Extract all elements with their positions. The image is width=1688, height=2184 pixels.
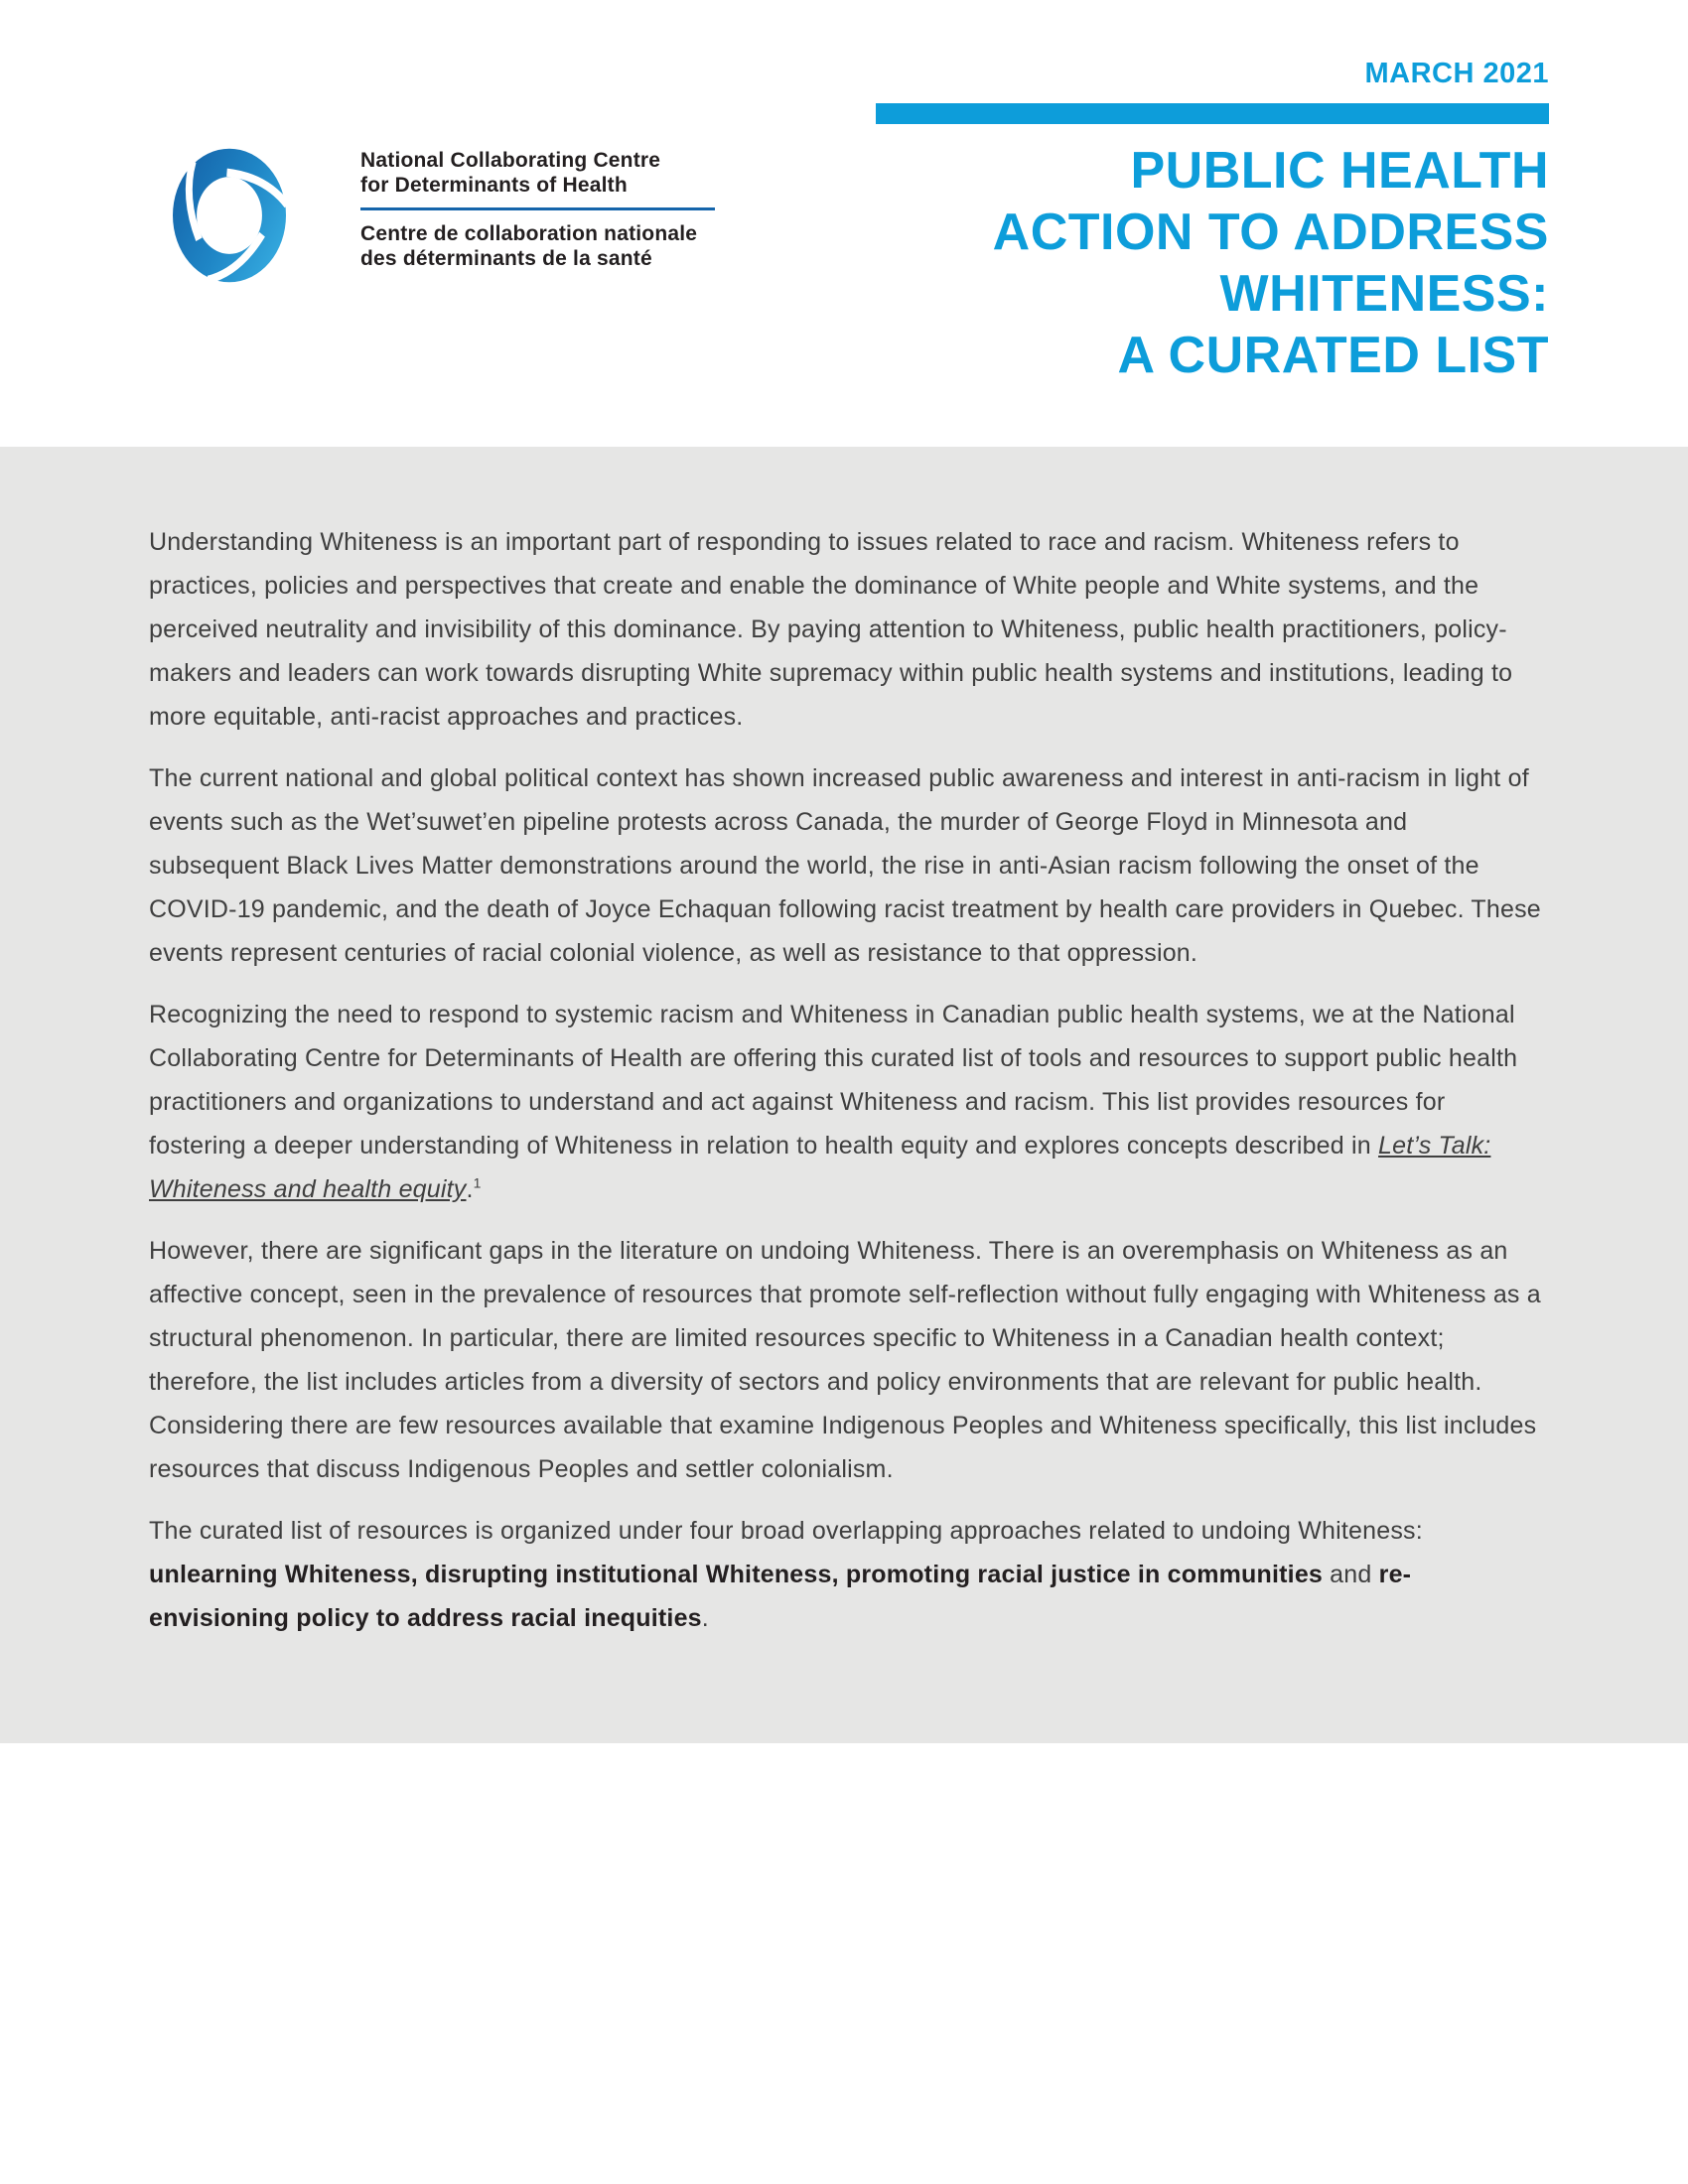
- brand-text: [360, 148, 715, 271]
- text-segment: re-envisioning policy to address racial inequities: [149, 1561, 1412, 1632]
- text-segment: unlearning Whiteness, disrupting institutional Whiteness, promoting racial justice in communities: [149, 1561, 1324, 1588]
- brand-name-en-line2: for Determinants of Health: [360, 174, 628, 197]
- text-segment: However, there are significant gaps in the literature on undoing Whiteness. There is an overemphasis on Whiteness as an affective concept, seen in the prevalence of resources that promote self-reflection without fully engaging with Whiteness as a structural phenomenon. In particular, there are limited resources specific to Whiteness in a Canadian health context; therefore, the list includes articles from a diversity of sectors and policy environments that are relevant for public health. Considering there are few resources available that examine Indigenous Peoples and Whiteness specifically, this list includes resources that discuss Indigenous Peoples and settler colonialism.: [149, 1237, 1541, 1483]
- footnote-marker: 1: [473, 1174, 482, 1191]
- nccdh-swirl-logo-icon: [154, 126, 305, 305]
- text-segment: and: [1323, 1561, 1379, 1588]
- title-line: ACTION TO ADDRESS: [992, 204, 1549, 261]
- title-block: [794, 58, 1549, 386]
- text-segment: Recognizing the need to respond to systemic racism and Whiteness in Canadian public health systems, we at the National Collaborating Centre for Determinants of Health are offering this curated list of tools and resources to support public health practitioners and organizations to understand and act against Whiteness and racism. This list provides resources for fostering a deeper understanding of Whiteness in relation to health equity and explores concepts described in: [149, 1001, 1518, 1160]
- text-segment: The curated list of resources is organized under four broad overlapping approaches related to undoing Whiteness:: [149, 1517, 1423, 1545]
- brand-name-fr-line2: des déterminants de la santé: [360, 247, 652, 270]
- title-accent-bar: [876, 103, 1549, 124]
- title-line: WHITENESS:: [1219, 265, 1549, 323]
- paragraph: [149, 756, 1544, 975]
- paragraphs: [149, 520, 1544, 1640]
- paragraph: [149, 1509, 1544, 1640]
- brand-divider: [360, 207, 715, 210]
- inline-link[interactable]: Let’s Talk: Whiteness and health equity: [149, 1132, 1491, 1203]
- text-segment: Understanding Whiteness is an important part of responding to issues related to race and racism. Whiteness refers to practices, policies and perspectives that create and enable the dominance of White people and White systems, and the perceived neutrality and invisibility of this dominance. By paying attention to Whiteness, public health practitioners, policy-makers and leaders can work towards disrupting White supremacy within public health systems and institutions, leading to more equitable, anti-racist approaches and practices.: [149, 528, 1513, 731]
- title-line: PUBLIC HEALTH: [1130, 142, 1549, 200]
- brand-name-en-line1: National Collaborating Centre: [360, 149, 661, 172]
- title-line: A CURATED LIST: [1117, 327, 1549, 384]
- intro-section: [0, 447, 1688, 1743]
- text-segment: .: [466, 1175, 474, 1203]
- text-segment: The current national and global political context has shown increased public awareness and interest in anti-racism in light of events such as the Wet’suwet’en pipeline protests across Canada, the murder of George Floyd in Minnesota and subsequent Black Lives Matter demonstrations around the world, the rise in anti-Asian racism following the onset of the COVID-19 pandemic, and the death of Joyce Echaquan following racist treatment by health care providers in Quebec. These events represent centuries of racial colonial violence, as well as resistance to that oppression.: [149, 764, 1541, 967]
- document-title: [794, 140, 1549, 386]
- brand-block: [154, 126, 715, 305]
- document-date: MARCH 2021: [1364, 58, 1549, 89]
- paragraph: [149, 1229, 1544, 1491]
- paragraph: [149, 993, 1544, 1211]
- brand-name-fr-line1: Centre de collaboration nationale: [360, 222, 698, 245]
- paragraph: [149, 520, 1544, 739]
- text-segment: .: [701, 1604, 709, 1632]
